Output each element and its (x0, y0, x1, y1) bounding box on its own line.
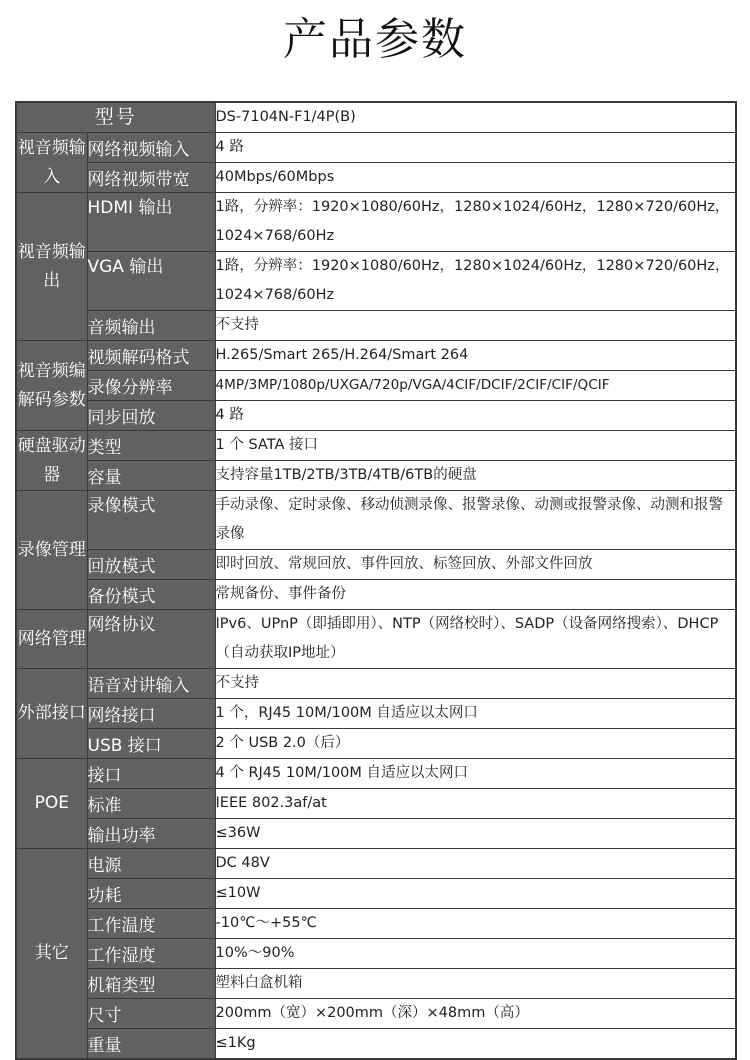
spec-table (15, 101, 737, 1060)
page-title: 产品参数 (283, 14, 467, 65)
row-value: 1 个，RJ45 10M/100M 自适应以太网口 (215, 699, 736, 729)
row-value: 即时回放、常规回放、事件回放、标签回放、外部文件回放 (215, 550, 736, 580)
table-row (16, 699, 736, 729)
table-row (16, 461, 736, 491)
table-row (16, 879, 736, 909)
group-label: 网络管理 (16, 610, 87, 669)
row-label: 录像分辨率 (87, 371, 215, 401)
row-value: H.265/Smart 265/H.264/Smart 264 (215, 341, 736, 371)
row-label: 重量 (87, 1029, 215, 1060)
group-label: POE (16, 759, 87, 849)
row-label: 尺寸 (87, 999, 215, 1029)
table-row (16, 401, 736, 431)
group-label: 视音频输入 (16, 133, 87, 193)
group-label: 外部接口 (16, 669, 87, 759)
table-row (16, 252, 736, 311)
row-label: VGA 输出 (87, 252, 215, 311)
row-value: 4 路 (215, 133, 736, 163)
row-value: 1路，分辨率：1920×1080/60Hz，1280×1024/60Hz，1280×720/60Hz，1024×768/60Hz (215, 193, 736, 252)
table-row (16, 969, 736, 999)
row-value: 不支持 (215, 669, 736, 699)
row-value: ≤1Kg (215, 1029, 736, 1060)
row-label: 输出功率 (87, 819, 215, 849)
group-label: 其它 (16, 849, 87, 1060)
row-label: 工作温度 (87, 909, 215, 939)
row-label: USB 接口 (87, 729, 215, 759)
table-row (16, 789, 736, 819)
row-value: 常规备份、事件备份 (215, 580, 736, 610)
group-label: 录像管理 (16, 491, 87, 610)
row-value: -10℃～+55℃ (215, 909, 736, 939)
model-value: DS-7104N-F1/4P(B) (215, 102, 736, 133)
table-row (16, 939, 736, 969)
row-label: 备份模式 (87, 580, 215, 610)
table-row (16, 580, 736, 610)
table-row (16, 371, 736, 401)
row-label: 接口 (87, 759, 215, 789)
table-row (16, 133, 736, 163)
model-label: 型号 (16, 102, 215, 133)
group-label: 硬盘驱动器 (16, 431, 87, 491)
table-row (16, 341, 736, 371)
row-value: DC 48V (215, 849, 736, 879)
row-label: 网络视频输入 (87, 133, 215, 163)
row-value: 1路，分辨率：1920×1080/60Hz，1280×1024/60Hz，1280×720/60Hz，1024×768/60Hz (215, 252, 736, 311)
row-label: 容量 (87, 461, 215, 491)
table-row (16, 999, 736, 1029)
row-label: 同步回放 (87, 401, 215, 431)
row-label: 电源 (87, 849, 215, 879)
row-value: 4MP/3MP/1080p/UXGA/720p/VGA/4CIF/DCIF/2CIF/CIF/QCIF (215, 371, 736, 401)
row-label: 语音对讲输入 (87, 669, 215, 699)
row-label: HDMI 输出 (87, 193, 215, 252)
table-row (16, 610, 736, 669)
group-label: 视音频编解码参数 (16, 341, 87, 431)
row-label: 网络协议 (87, 610, 215, 669)
row-value: 不支持 (215, 311, 736, 341)
row-value: 200mm（宽）×200mm（深）×48mm（高） (215, 999, 736, 1029)
table-row (16, 311, 736, 341)
table-row (16, 193, 736, 252)
row-label: 音频输出 (87, 311, 215, 341)
row-label: 工作湿度 (87, 939, 215, 969)
group-label: 视音频输出 (16, 193, 87, 341)
table-row (16, 491, 736, 550)
table-row (16, 550, 736, 580)
row-label: 网络视频带宽 (87, 163, 215, 193)
row-label: 视频解码格式 (87, 341, 215, 371)
row-value: 4 路 (215, 401, 736, 431)
row-label: 类型 (87, 431, 215, 461)
table-row (16, 163, 736, 193)
table-row (16, 759, 736, 789)
table-row (16, 669, 736, 699)
table-row (16, 729, 736, 759)
row-value: ≤10W (215, 879, 736, 909)
row-value: 支持容量1TB/2TB/3TB/4TB/6TB的硬盘 (215, 461, 736, 491)
row-value: IEEE 802.3af/at (215, 789, 736, 819)
row-value: ≤36W (215, 819, 736, 849)
row-value: 10%～90% (215, 939, 736, 969)
row-label: 机箱类型 (87, 969, 215, 999)
row-value: 4 个 RJ45 10M/100M 自适应以太网口 (215, 759, 736, 789)
row-label: 回放模式 (87, 550, 215, 580)
row-value: IPv6、UPnP（即插即用）、NTP（网络校时）、SADP（设备网络搜索）、DHCP（自动获取IP地址） (215, 610, 736, 669)
row-label: 功耗 (87, 879, 215, 909)
table-row (16, 431, 736, 461)
table-row (16, 102, 736, 133)
row-value: 手动录像、定时录像、移动侦测录像、报警录像、动测或报警录像、动测和报警录像 (215, 491, 736, 550)
row-value: 塑料白盒机箱 (215, 969, 736, 999)
table-row (16, 819, 736, 849)
table-row (16, 909, 736, 939)
table-row (16, 1029, 736, 1060)
row-label: 标准 (87, 789, 215, 819)
table-row (16, 849, 736, 879)
row-value: 1 个 SATA 接口 (215, 431, 736, 461)
row-value: 2 个 USB 2.0（后） (215, 729, 736, 759)
row-value: 40Mbps/60Mbps (215, 163, 736, 193)
row-label: 网络接口 (87, 699, 215, 729)
row-label: 录像模式 (87, 491, 215, 550)
